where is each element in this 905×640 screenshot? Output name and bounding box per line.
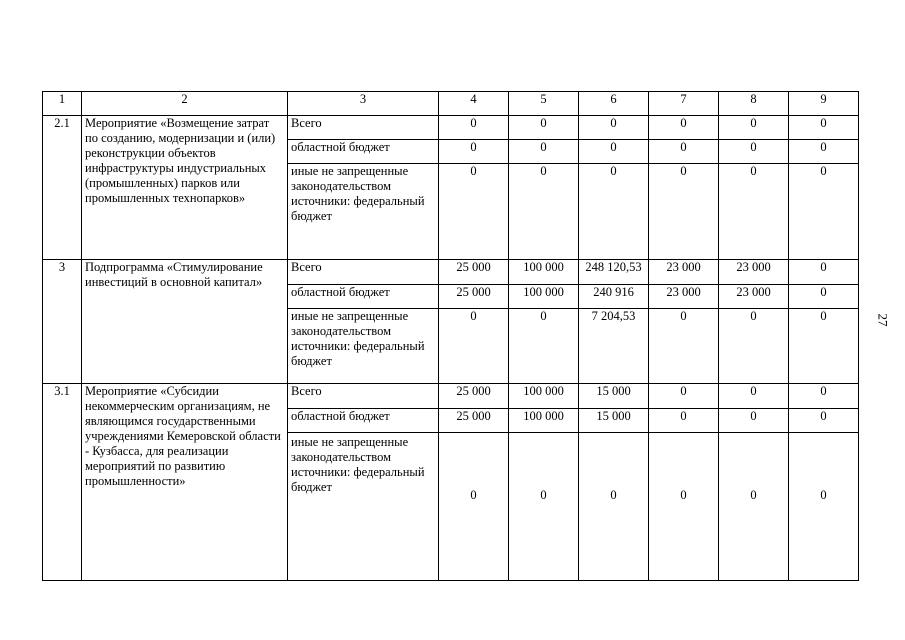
value-cell: 25 000 [439, 285, 509, 309]
value-cell: 100 000 [509, 260, 579, 285]
item-title: Подпрограмма «Стимулирование инвестиций в основной капитал» [82, 260, 288, 384]
col-header: 2 [82, 92, 288, 116]
value-cell: 0 [719, 309, 789, 384]
value-cell: 15 000 [579, 409, 649, 433]
value-cell: 0 [649, 433, 719, 581]
table-row [43, 384, 859, 409]
table-row [43, 116, 859, 140]
value-cell: 0 [789, 309, 859, 384]
col-header: 3 [288, 92, 439, 116]
value-cell: 0 [719, 409, 789, 433]
col-header: 5 [509, 92, 579, 116]
funding-source: Всего [288, 384, 439, 409]
value-cell: 0 [439, 140, 509, 164]
value-cell: 0 [439, 116, 509, 140]
page-number: 27 [875, 313, 891, 327]
value-cell: 0 [649, 140, 719, 164]
funding-source: областной бюджет [288, 285, 439, 309]
col-header: 4 [439, 92, 509, 116]
col-header: 9 [789, 92, 859, 116]
value-cell: 0 [719, 384, 789, 409]
value-cell: 23 000 [719, 260, 789, 285]
header-row [43, 92, 859, 116]
value-cell: 25 000 [439, 384, 509, 409]
value-cell: 0 [719, 140, 789, 164]
value-cell: 23 000 [719, 285, 789, 309]
funding-source: Всего [288, 260, 439, 285]
value-cell: 7 204,53 [579, 309, 649, 384]
table-row [43, 260, 859, 285]
value-cell: 0 [439, 309, 509, 384]
value-cell: 0 [789, 140, 859, 164]
value-cell: 0 [789, 384, 859, 409]
item-title: Мероприятие «Субсидии некоммерческим организациям, не являющимся государственными учреждениями Кемеровской области - Кузбасса, для реализации мероприятий по развитию промышленности» [82, 384, 288, 581]
funding-source: Всего [288, 116, 439, 140]
value-cell: 23 000 [649, 260, 719, 285]
col-header: 1 [43, 92, 82, 116]
value-cell: 0 [509, 309, 579, 384]
funding-source: областной бюджет [288, 409, 439, 433]
col-header: 8 [719, 92, 789, 116]
value-cell: 0 [649, 384, 719, 409]
value-cell: 100 000 [509, 285, 579, 309]
value-cell: 0 [579, 116, 649, 140]
value-cell: 100 000 [509, 384, 579, 409]
item-code: 2.1 [43, 116, 82, 260]
value-cell: 0 [719, 116, 789, 140]
value-cell: 23 000 [649, 285, 719, 309]
value-cell: 0 [509, 116, 579, 140]
value-cell: 0 [789, 409, 859, 433]
value-cell: 0 [509, 433, 579, 581]
value-cell: 0 [789, 285, 859, 309]
value-cell: 15 000 [579, 384, 649, 409]
value-cell: 0 [649, 309, 719, 384]
value-cell: 248 120,53 [579, 260, 649, 285]
funding-source: иные не запрещенные законодательством источники: федеральный бюджет [288, 433, 439, 581]
value-cell: 0 [439, 433, 509, 581]
value-cell: 0 [509, 140, 579, 164]
value-cell: 25 000 [439, 260, 509, 285]
value-cell: 0 [719, 433, 789, 581]
funding-source: иные не запрещенные законодательством источники: федеральный бюджет [288, 309, 439, 384]
value-cell: 0 [439, 164, 509, 260]
value-cell: 0 [719, 164, 789, 260]
value-cell: 0 [579, 433, 649, 581]
value-cell: 0 [789, 116, 859, 140]
value-cell: 0 [509, 164, 579, 260]
value-cell: 0 [789, 164, 859, 260]
value-cell: 240 916 [579, 285, 649, 309]
value-cell: 0 [579, 140, 649, 164]
value-cell: 0 [649, 164, 719, 260]
funding-source: областной бюджет [288, 140, 439, 164]
value-cell: 0 [649, 116, 719, 140]
funding-source: иные не запрещенные законодательством источники: федеральный бюджет [288, 164, 439, 260]
col-header: 6 [579, 92, 649, 116]
item-code: 3.1 [43, 384, 82, 581]
col-header: 7 [649, 92, 719, 116]
value-cell: 0 [789, 433, 859, 581]
value-cell: 100 000 [509, 409, 579, 433]
value-cell: 0 [579, 164, 649, 260]
value-cell: 0 [789, 260, 859, 285]
value-cell: 25 000 [439, 409, 509, 433]
value-cell: 0 [649, 409, 719, 433]
item-code: 3 [43, 260, 82, 384]
item-title: Мероприятие «Возмещение затрат по созданию, модернизации и (или) реконструкции объектов инфраструктуры индустриальных (промышленных) парков или промышленных технопарков» [82, 116, 288, 260]
budget-table [42, 91, 859, 581]
